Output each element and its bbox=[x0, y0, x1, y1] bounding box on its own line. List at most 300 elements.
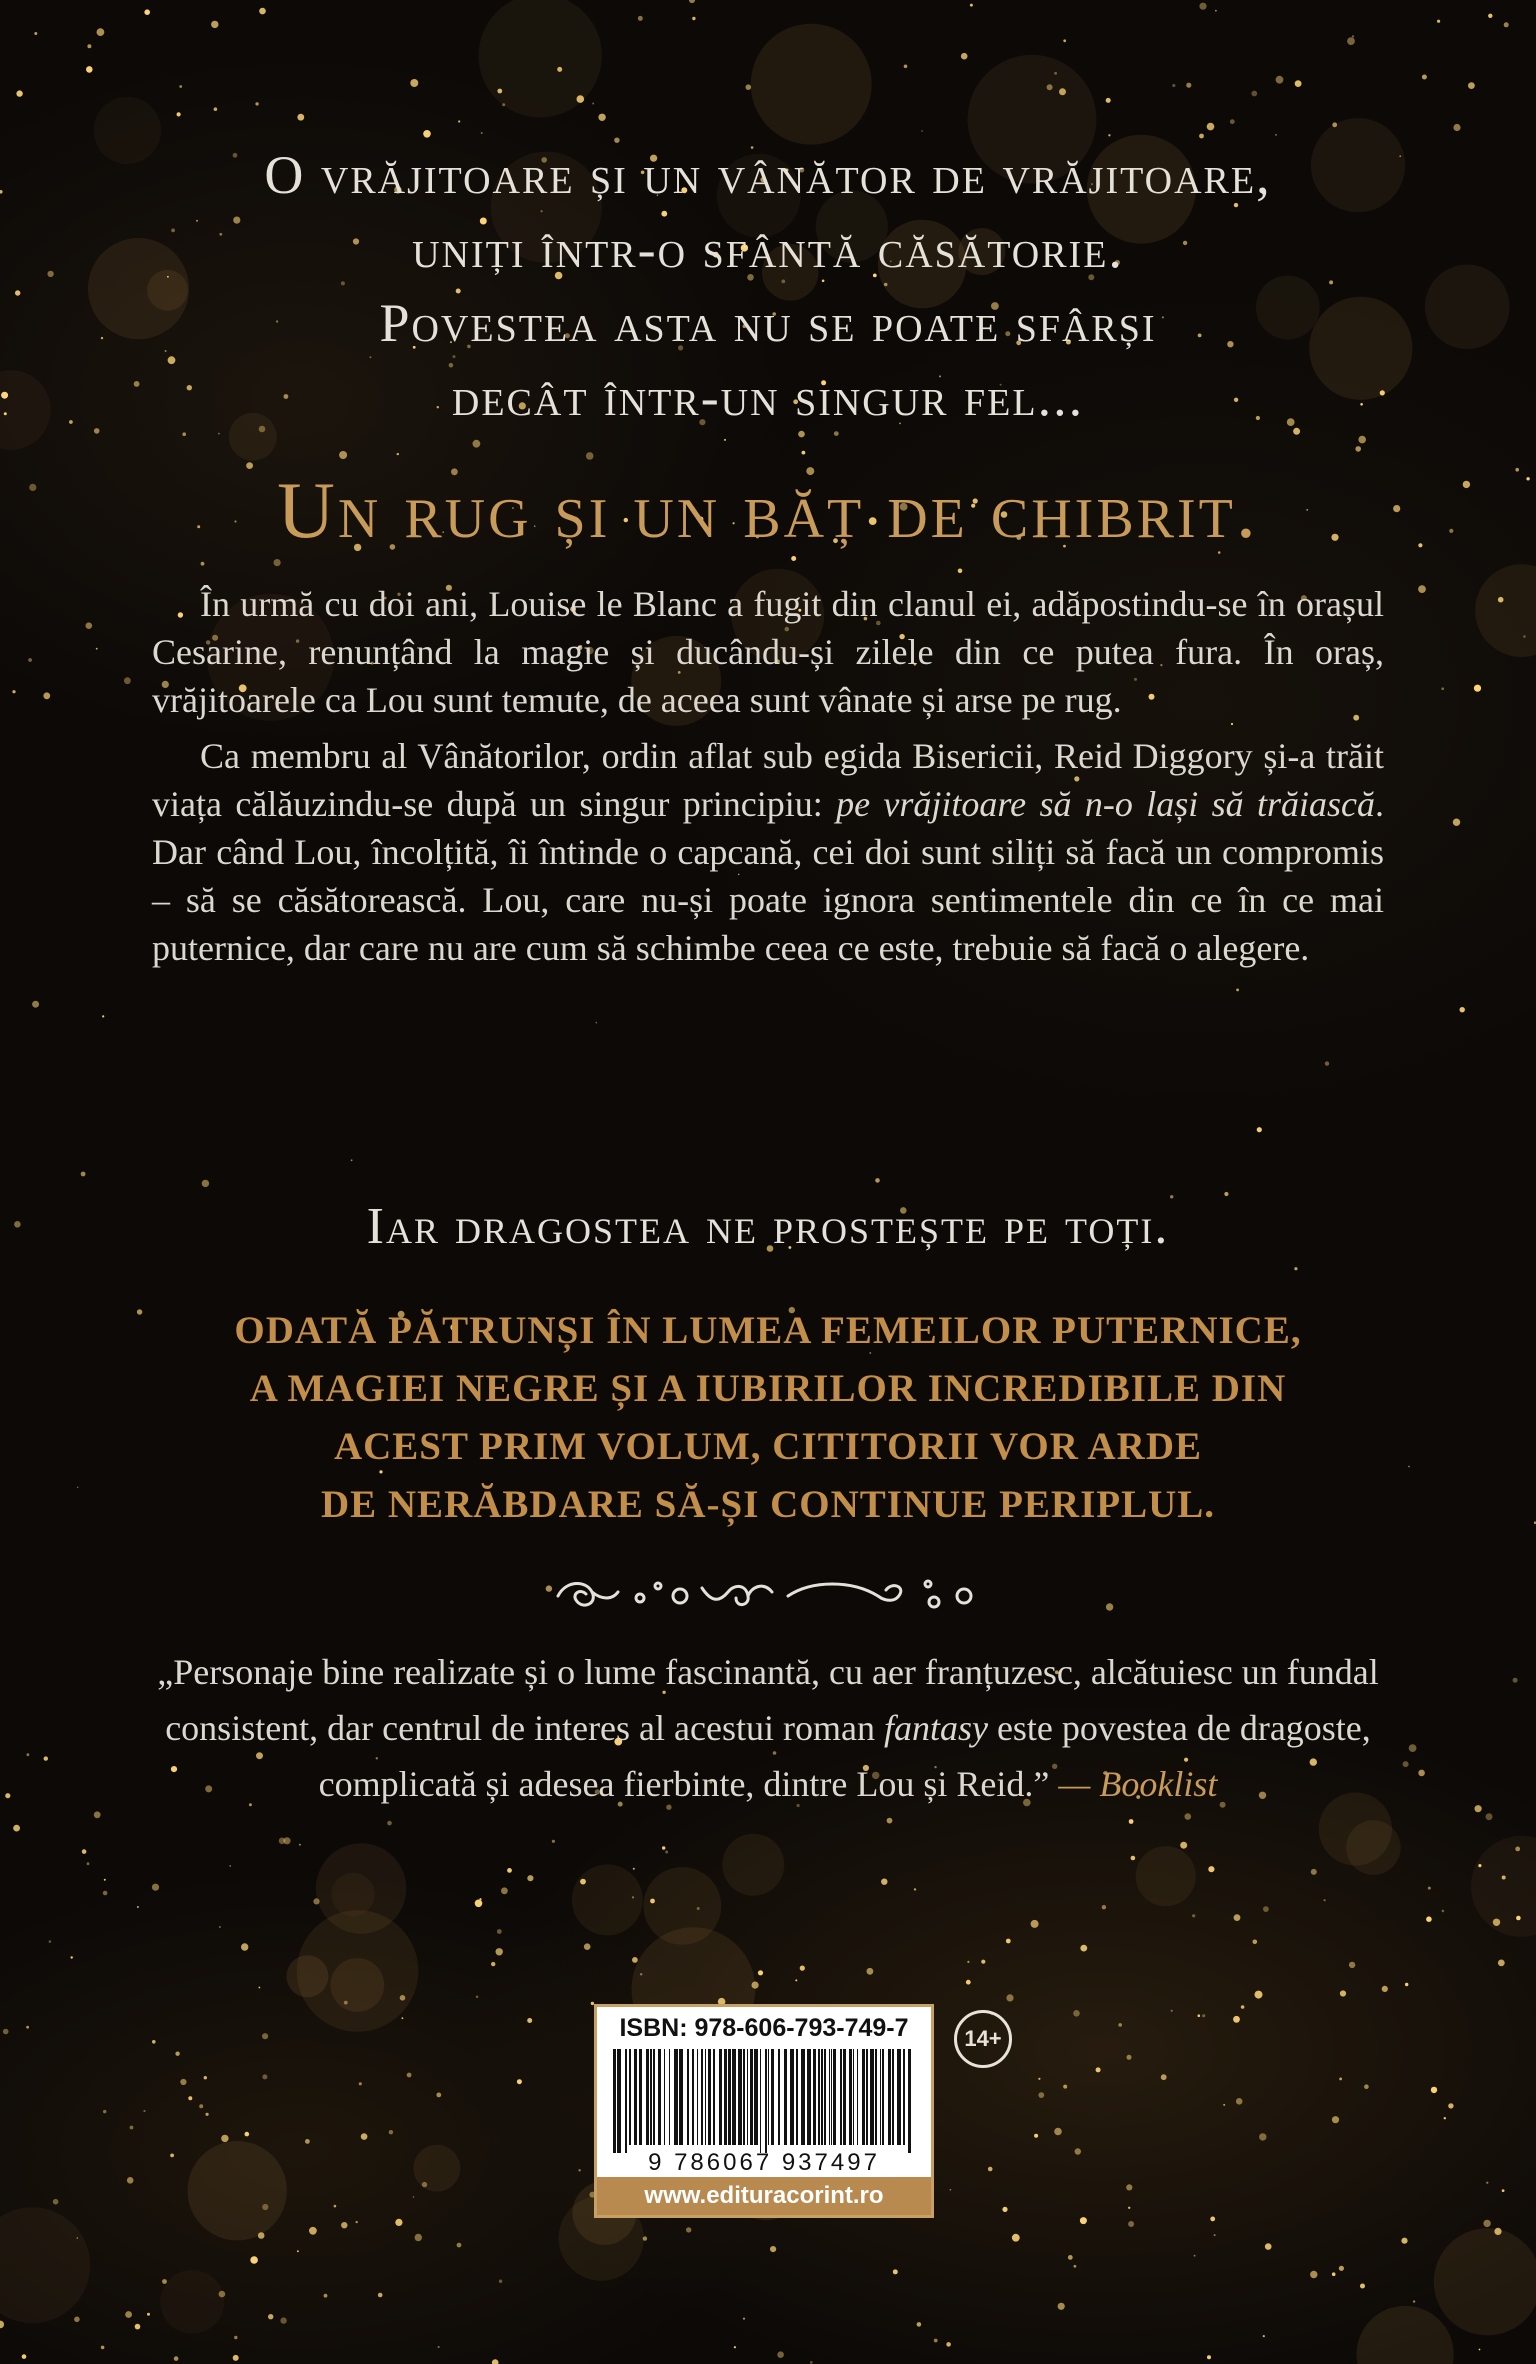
sparkle-dot bbox=[481, 132, 483, 134]
synopsis-p2-italic: pe vrăjitoare să n-o lași să trăiască bbox=[836, 784, 1375, 824]
sparkle-dot bbox=[86, 66, 93, 73]
quote-italic: fantasy bbox=[883, 1708, 988, 1748]
sparkle-dot bbox=[577, 95, 585, 103]
sparkle-dot bbox=[124, 677, 131, 684]
sparkle-dot bbox=[1468, 82, 1475, 89]
promo-line-4: DE NERĂBDARE SĂ-ȘI CONTINUE PERIPLUL. bbox=[320, 1483, 1216, 1526]
barcode-bar bbox=[728, 2049, 731, 2145]
barcode-bar bbox=[697, 2049, 698, 2145]
sparkle-dot bbox=[497, 89, 502, 94]
barcode-bar bbox=[747, 2049, 748, 2145]
sparkle-dot bbox=[415, 2234, 422, 2241]
sparkle-dot bbox=[1431, 2087, 1437, 2093]
sparkle-dot bbox=[71, 1956, 73, 1958]
sparkle-dot bbox=[1513, 1678, 1518, 1683]
sparkle-dot bbox=[344, 2001, 348, 2005]
sparkle-dot bbox=[395, 2219, 402, 2226]
barcode-bar bbox=[903, 2049, 905, 2145]
sparkle-dot bbox=[981, 1960, 985, 1964]
sparkle-dot bbox=[1080, 1945, 1087, 1952]
sparkle-dot bbox=[221, 2135, 228, 2142]
sparkle-dot bbox=[96, 648, 98, 650]
review-quote bbox=[152, 1644, 1384, 1812]
quote-source: — Booklist bbox=[1058, 1764, 1218, 1804]
sparkle-dot bbox=[1444, 2117, 1446, 2119]
sparkle-dot bbox=[199, 2104, 203, 2108]
barcode-bar bbox=[750, 2049, 753, 2145]
sparkle-dot bbox=[1006, 1994, 1013, 2001]
sparkle-dot bbox=[1295, 80, 1302, 87]
synopsis-p2-end: . Dar când Lou, încolțită, îi întinde o capcană, cei doi sunt siliți să facă un compromis – să se căsătorească. Lou, care nu-și poate ignora sentimentele din ce în ce mai puternice, dar care nu are cum să schimbe ceea ce este, trebuie să facă o alegere. bbox=[152, 784, 1384, 968]
sparkle-dot bbox=[1075, 2148, 1081, 2154]
sparkle-dot bbox=[179, 85, 182, 88]
bokeh-glow bbox=[1434, 2228, 1536, 2335]
sparkle-dot bbox=[475, 1900, 483, 1908]
sparkle-dot bbox=[1215, 10, 1217, 12]
sparkle-dot bbox=[967, 1961, 969, 1963]
barcode-bar bbox=[796, 2049, 798, 2145]
bokeh-glow bbox=[188, 2141, 287, 2240]
bokeh-glow bbox=[1136, 1846, 1196, 1906]
sparkle-dot bbox=[917, 2322, 922, 2327]
sparkle-dot bbox=[1502, 2189, 1505, 2192]
sparkle-dot bbox=[1031, 1920, 1039, 1928]
sparkle-dot bbox=[777, 2351, 784, 2358]
sparkle-dot bbox=[27, 1753, 30, 1756]
sparkle-dot bbox=[234, 2336, 237, 2339]
sparkle-dot bbox=[734, 2346, 736, 2348]
sparkle-dot bbox=[125, 2311, 132, 2318]
sparkle-dot bbox=[389, 2130, 393, 2134]
sparkle-dot bbox=[966, 1980, 971, 1985]
sparkle-dot bbox=[262, 2074, 267, 2079]
barcode-bar bbox=[708, 2049, 711, 2145]
sparkle-dot bbox=[299, 1844, 301, 1846]
quote-part-1: „Personaje bine realizate și o lume fascinantă, cu aer franțuzesc, alcătuiesc un fundal consistent, dar centrul de interes al acestui roman bbox=[157, 1652, 1379, 1748]
sparkle-dot bbox=[1234, 1914, 1241, 1921]
isbn-label: ISBN: 978-606-793-749-7 bbox=[619, 2014, 909, 2042]
sparkle-dot bbox=[188, 2096, 192, 2100]
sparkle-dot bbox=[1074, 2265, 1077, 2268]
bokeh-glow bbox=[297, 1910, 419, 2032]
sparkle-dot bbox=[34, 32, 37, 35]
sparkle-dot bbox=[268, 2314, 273, 2319]
sparkle-dot bbox=[650, 1899, 655, 1904]
sparkle-dot bbox=[1127, 2055, 1132, 2060]
barcode-bar bbox=[613, 2049, 616, 2153]
sparkle-dot bbox=[204, 2076, 207, 2079]
sparkle-dot bbox=[752, 1982, 759, 1989]
sparkle-dot bbox=[1352, 35, 1354, 37]
sparkle-dot bbox=[584, 1943, 591, 1950]
sparkle-dot bbox=[12, 690, 15, 693]
sparkle-dot bbox=[1128, 2221, 1134, 2227]
promo-text bbox=[0, 1302, 1536, 1534]
sparkle-dot bbox=[283, 1837, 290, 1844]
sparkle-dot bbox=[174, 2356, 179, 2361]
sparkle-dot bbox=[1332, 122, 1337, 127]
sparkle-dot bbox=[596, 1022, 598, 1024]
sparkle-dot bbox=[1207, 123, 1215, 131]
sparkle-dot bbox=[578, 2169, 580, 2171]
barcode-bar bbox=[629, 2049, 631, 2145]
sparkle-dot bbox=[1486, 1813, 1493, 1820]
sparkle-dot bbox=[1106, 1603, 1113, 1610]
tagline: Iar dragostea ne prostește pe toți. bbox=[366, 1198, 1170, 1255]
barcode-bar bbox=[801, 2049, 805, 2145]
sparkle-dot bbox=[1102, 1905, 1106, 1909]
bokeh-glow bbox=[160, 2270, 224, 2334]
sparkle-dot bbox=[1068, 2255, 1073, 2260]
bokeh-glow bbox=[722, 1834, 784, 1896]
sparkle-dot bbox=[1448, 2103, 1453, 2108]
sparkle-dot bbox=[400, 1995, 406, 2001]
sparkle-dot bbox=[1442, 1910, 1445, 1913]
barcode-bar bbox=[692, 2049, 694, 2145]
sparkle-dot bbox=[552, 1840, 555, 1843]
sparkle-dot bbox=[1131, 1856, 1136, 1861]
barcode-bar bbox=[701, 2049, 703, 2145]
sparkle-dot bbox=[1210, 2217, 1215, 2222]
bokeh-glow bbox=[1346, 1820, 1401, 1875]
barcode-digits: 9 786067 937497 bbox=[648, 2149, 880, 2176]
sparkle-dot bbox=[1118, 2023, 1122, 2027]
sparkle-dot bbox=[1186, 83, 1191, 88]
sparkle-dot bbox=[1126, 2184, 1132, 2190]
barcode-bar bbox=[653, 2049, 655, 2145]
sparkle-dot bbox=[1002, 2207, 1007, 2212]
sparkle-dot bbox=[1358, 436, 1366, 444]
barcode-bar bbox=[625, 2049, 627, 2153]
sparkle-dot bbox=[135, 2324, 141, 2330]
sparkle-dot bbox=[1401, 2238, 1407, 2244]
sparkle-dot bbox=[887, 1818, 893, 1824]
barcode-bar bbox=[679, 2049, 683, 2145]
sparkle-dot bbox=[1236, 989, 1239, 992]
sparkle-dot bbox=[1233, 2016, 1240, 2023]
sparkle-dot bbox=[501, 1887, 508, 1894]
quote-part-2: este povestea de dragoste, complicată și adesea fierbinte, dintre Lou și Reid.” bbox=[318, 1708, 1371, 1804]
sparkle-dot bbox=[1202, 2014, 1205, 2017]
sparkle-dot bbox=[507, 1868, 512, 1873]
barcode-bar bbox=[843, 2049, 846, 2145]
sparkle-dot bbox=[297, 114, 304, 121]
sparkle-dot bbox=[586, 452, 594, 460]
sparkle-dot bbox=[1403, 1761, 1409, 1767]
sparkle-dot bbox=[1129, 1819, 1134, 1824]
barcode-bar bbox=[634, 2049, 637, 2145]
sparkle-dot bbox=[1453, 124, 1460, 131]
sparkle-dot bbox=[1257, 1127, 1262, 1132]
sparkle-dot bbox=[387, 1821, 392, 1826]
sparkle-dot bbox=[1474, 685, 1481, 692]
sparkle-dot bbox=[211, 21, 218, 28]
barcode-bar bbox=[829, 2049, 830, 2145]
sparkle-dot bbox=[1073, 2010, 1080, 2017]
sparkle-dot bbox=[103, 1891, 108, 1896]
barcode-bar bbox=[639, 2049, 642, 2145]
sparkle-dot bbox=[1106, 98, 1111, 103]
sparkle-dot bbox=[313, 1898, 319, 1904]
sparkle-dot bbox=[496, 1948, 503, 1955]
sparkle-dot bbox=[1523, 635, 1526, 638]
sparkle-dot bbox=[875, 1178, 880, 1183]
sparkle-dot bbox=[724, 439, 726, 441]
sparkle-dot bbox=[32, 1001, 39, 1008]
sparkle-dot bbox=[921, 130, 923, 132]
intro-line-2: uniți într-o sfântă căsătorie. bbox=[412, 219, 1124, 279]
sparkle-dot bbox=[1198, 2014, 1201, 2017]
sparkle-dot bbox=[147, 2313, 150, 2316]
sparkle-dot bbox=[1223, 2104, 1225, 2106]
sparkle-dot bbox=[97, 28, 105, 36]
sparkle-dot bbox=[697, 1907, 700, 1910]
synopsis-p2-start: Ca membru al Vânătorilor, ordin aflat sub egida Bisericii, Reid Diggory și-a trăit viața călăuzindu-se după un singur principiu: bbox=[152, 736, 1384, 824]
sparkle-dot bbox=[86, 622, 93, 629]
sparkle-dot bbox=[1311, 1869, 1317, 1875]
sparkle-dot bbox=[280, 2317, 286, 2323]
barcode-bar bbox=[866, 2049, 868, 2145]
sparkle-dot bbox=[305, 2139, 310, 2144]
sparkle-dot bbox=[87, 44, 91, 48]
sparkle-dot bbox=[914, 1888, 916, 1890]
sparkle-dot bbox=[351, 1159, 353, 1161]
sparkle-dot bbox=[13, 1825, 20, 1832]
sparkle-dot bbox=[950, 2189, 952, 2191]
sparkle-dot bbox=[177, 112, 181, 116]
synopsis bbox=[152, 580, 1384, 972]
sparkle-dot bbox=[492, 2359, 499, 2364]
sparkle-dot bbox=[53, 2199, 59, 2205]
sparkle-dot bbox=[640, 1973, 642, 1975]
barcode-bar bbox=[760, 2049, 761, 2153]
sparkle-dot bbox=[795, 1979, 797, 1981]
sparkle-dot bbox=[934, 2339, 938, 2343]
barcode-bar bbox=[784, 2049, 787, 2145]
sparkle-dot bbox=[361, 2133, 368, 2140]
sparkle-dot bbox=[22, 2354, 27, 2359]
sparkle-dot bbox=[144, 9, 150, 15]
sparkle-dot bbox=[162, 2279, 167, 2284]
sparkle-dot bbox=[219, 1926, 221, 1928]
barcode-bar bbox=[892, 2049, 894, 2145]
barcode-bar bbox=[646, 2049, 649, 2145]
intro-line-3: Povestea asta nu se poate sfârși bbox=[379, 293, 1157, 353]
sparkle-dot bbox=[94, 1811, 101, 1818]
sparkle-dot bbox=[580, 1879, 586, 1885]
sparkle-dot bbox=[1364, 2084, 1369, 2089]
sparkle-dot bbox=[1504, 22, 1509, 27]
sparkle-dot bbox=[499, 2280, 502, 2283]
sparkle-dot bbox=[1418, 585, 1426, 593]
sparkle-dot bbox=[476, 1996, 479, 1999]
sparkle-dot bbox=[1339, 2266, 1344, 2271]
bokeh-glow bbox=[0, 2207, 90, 2323]
barcode-bar bbox=[719, 2049, 722, 2145]
barcode-bar bbox=[824, 2049, 826, 2145]
sparkle-dot bbox=[662, 1846, 665, 1849]
barcode-bar bbox=[754, 2049, 758, 2145]
sparkle-dot bbox=[1409, 1744, 1417, 1752]
sparkle-dot bbox=[1253, 1940, 1258, 1945]
sparkle-dot bbox=[592, 103, 594, 105]
sparkle-dot bbox=[152, 1884, 159, 1891]
sparkle-dot bbox=[946, 2342, 951, 2347]
sparkle-dot bbox=[770, 2246, 776, 2252]
barcode-icon bbox=[609, 2049, 919, 2153]
sparkle-dot bbox=[436, 2093, 441, 2098]
sparkle-dot bbox=[422, 2182, 427, 2187]
sparkle-dot bbox=[970, 4, 973, 7]
bokeh-glow bbox=[331, 1873, 374, 1916]
sparkle-dot bbox=[1063, 39, 1066, 42]
sparkle-dot bbox=[170, 2154, 174, 2158]
sparkle-dot bbox=[517, 2079, 522, 2084]
sparkle-dot bbox=[1207, 2355, 1211, 2359]
sparkle-dot bbox=[339, 451, 347, 459]
sparkle-dot bbox=[1012, 2234, 1020, 2242]
sparkle-dot bbox=[1486, 2182, 1488, 2184]
sparkle-dot bbox=[1332, 2272, 1336, 2276]
sparkle-dot bbox=[407, 2073, 412, 2078]
barcode-bar bbox=[664, 2049, 665, 2145]
sparkle-dot bbox=[867, 1968, 874, 1975]
sparkle-dot bbox=[1265, 2243, 1272, 2250]
sparkle-dot bbox=[356, 2221, 358, 2223]
sparkle-dot bbox=[802, 451, 806, 455]
sparkle-dot bbox=[1382, 1986, 1388, 1992]
barcode-bar bbox=[732, 2049, 736, 2145]
sparkle-dot bbox=[28, 658, 32, 662]
sparkle-dot bbox=[258, 2232, 265, 2239]
sparkle-dot bbox=[1006, 1939, 1011, 1944]
sparkle-dot bbox=[791, 556, 796, 561]
sparkle-dot bbox=[1437, 20, 1440, 23]
sparkle-dot bbox=[1275, 134, 1277, 136]
sparkle-dot bbox=[143, 2110, 145, 2112]
sparkle-dot bbox=[44, 1756, 48, 1760]
isbn-barcode-box bbox=[594, 2004, 934, 2218]
sparkle-dot bbox=[686, 2227, 691, 2232]
promo-line-3: ACEST PRIM VOLUM, CITITORII VOR ARDE bbox=[333, 1425, 1203, 1468]
sparkle-dot bbox=[1255, 1991, 1263, 1999]
headline: Un rug și un băț de chibrit. bbox=[277, 467, 1259, 555]
sparkle-dot bbox=[893, 2269, 898, 2274]
sparkle-dot bbox=[1171, 2010, 1173, 2012]
sparkle-dot bbox=[881, 1879, 887, 1885]
barcode-bar bbox=[743, 2049, 745, 2145]
barcode-bar bbox=[617, 2049, 621, 2153]
barcode-bar bbox=[813, 2049, 816, 2145]
sparkle-dot bbox=[103, 2110, 106, 2113]
age-rating-badge: 14+ bbox=[954, 2010, 1012, 2068]
sparkle-dot bbox=[413, 2196, 415, 2198]
sparkle-dot bbox=[1096, 2067, 1101, 2072]
sparkle-dot bbox=[137, 1906, 139, 1908]
sparkle-dot bbox=[201, 562, 205, 566]
barcode-bar bbox=[870, 2049, 874, 2145]
bokeh-glow bbox=[1475, 564, 1536, 657]
bokeh-glow bbox=[1471, 1836, 1536, 1937]
sparkle-dot bbox=[527, 2018, 532, 2023]
sparkle-dot bbox=[1426, 1916, 1432, 1922]
sparkle-dot bbox=[1460, 1007, 1465, 1012]
barcode-bar bbox=[658, 2049, 661, 2145]
sparkle-dot bbox=[1194, 2255, 1196, 2257]
sparkle-dot bbox=[341, 2222, 347, 2228]
barcode-bar bbox=[669, 2049, 670, 2145]
sparkle-dot bbox=[904, 65, 908, 69]
sparkle-dot bbox=[1332, 2116, 1339, 2123]
sparkle-dot bbox=[958, 569, 963, 574]
sparkle-dot bbox=[359, 2082, 362, 2085]
bokeh-glow bbox=[414, 2145, 461, 2192]
barcode-bar bbox=[831, 2049, 832, 2145]
sparkle-dot bbox=[1230, 119, 1235, 124]
sparkle-dot bbox=[527, 1875, 533, 1881]
sparkle-dot bbox=[632, 1957, 638, 1963]
sparkle-dot bbox=[689, 0, 695, 3]
sparkle-dot bbox=[1208, 1866, 1214, 1872]
barcode-bar bbox=[849, 2049, 852, 2145]
barcode-bar bbox=[897, 2049, 901, 2145]
barcode-bar bbox=[807, 2049, 811, 2145]
sparkle-dot bbox=[104, 1879, 106, 1881]
sparkle-dot bbox=[77, 2237, 79, 2239]
barcode-bar bbox=[908, 2049, 911, 2153]
sparkle-dot bbox=[49, 1940, 52, 1943]
sparkle-dot bbox=[1413, 2300, 1415, 2302]
sparkle-dot bbox=[1479, 2349, 1481, 2351]
sparkle-dot bbox=[1488, 14, 1492, 18]
sparkle-dot bbox=[598, 114, 605, 121]
intro-line-1: O vrăjitoare și un vânător de vrăjitoare, bbox=[264, 145, 1272, 205]
sparkle-dot bbox=[1498, 1960, 1505, 1967]
sparkle-dot bbox=[638, 16, 643, 21]
sparkle-dot bbox=[127, 2177, 134, 2184]
sparkle-dot bbox=[1161, 2074, 1167, 2080]
sparkle-dot bbox=[259, 8, 266, 15]
sparkle-dot bbox=[1516, 1916, 1521, 1921]
barcode-bar bbox=[738, 2049, 742, 2145]
sparkle-dot bbox=[1192, 1914, 1195, 1917]
sparkle-dot bbox=[632, 1896, 634, 1898]
sparkle-dot bbox=[1453, 819, 1460, 826]
sparkle-dot bbox=[397, 453, 399, 455]
sparkle-dot bbox=[410, 79, 418, 87]
sparkle-dot bbox=[180, 2079, 186, 2085]
bokeh-glow bbox=[572, 1864, 643, 1935]
sparkle-dot bbox=[643, 2236, 647, 2240]
sparkle-dot bbox=[800, 1966, 805, 1971]
sparkle-dot bbox=[1259, 2133, 1266, 2140]
barcode-bar bbox=[880, 2049, 881, 2145]
sparkle-dot bbox=[175, 2052, 179, 2056]
barcode-bar bbox=[857, 2049, 858, 2145]
sparkle-dot bbox=[16, 90, 22, 96]
sparkle-dot bbox=[1038, 2092, 1044, 2098]
sparkle-dot bbox=[1108, 134, 1110, 136]
sparkle-dot bbox=[1478, 1864, 1481, 1867]
barcode-bar bbox=[778, 2049, 780, 2145]
publisher-website: www.edituracorint.ro bbox=[597, 2177, 931, 2215]
sparkle-dot bbox=[130, 2126, 134, 2130]
sparkle-dot bbox=[1054, 72, 1057, 75]
sparkle-dot bbox=[202, 1180, 209, 1187]
sparkle-dot bbox=[297, 2250, 299, 2252]
sparkle-dot bbox=[988, 2167, 993, 2172]
sparkle-dot bbox=[1054, 2128, 1062, 2136]
